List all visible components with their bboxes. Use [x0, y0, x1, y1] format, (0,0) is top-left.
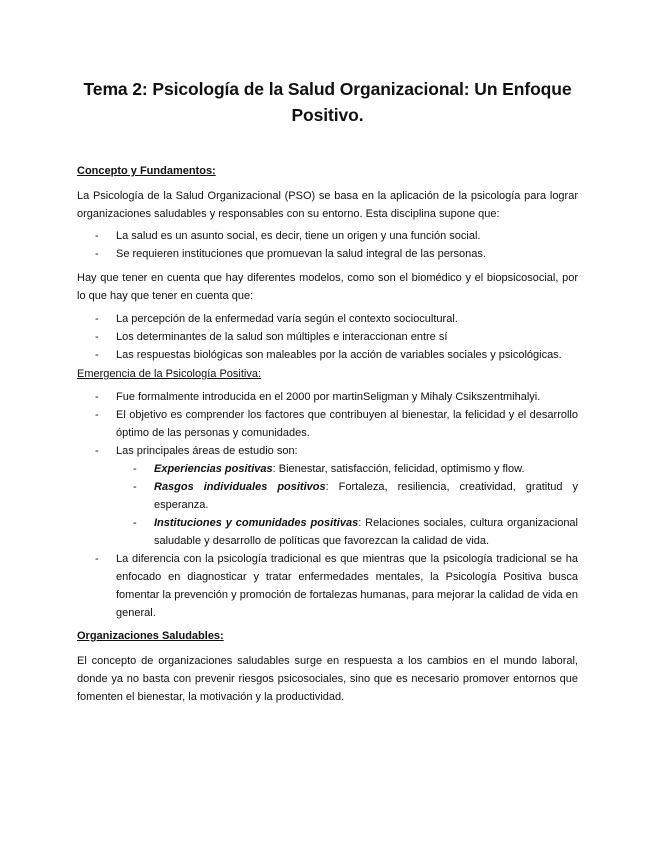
list-item: - El objetivo es comprender los factores que contribuyen al bienestar, la felicidad y el desarrollo óptimo de las personas y comunidades.	[77, 406, 578, 442]
document-page	[77, 76, 578, 706]
section-heading-organizaciones: Organizaciones Saludables:	[77, 630, 224, 642]
bullet-dash: -	[95, 313, 99, 325]
list-item: - Se requieren instituciones que promuevan la salud integral de las personas.	[77, 245, 578, 263]
bullet-dash: -	[133, 463, 137, 475]
title-line-2: Positivo.	[291, 105, 364, 125]
list-item: - Los determinantes de la salud son múltiples e interaccionan entre sí	[77, 328, 578, 346]
section-heading-concepto: Concepto y Fundamentos:	[77, 165, 216, 177]
bullet-dash: -	[133, 481, 137, 493]
list-item: - La diferencia con la psicología tradicional es que mientras que la psicología tradicional se ha enfocado en diagnosticar y tratar enfermedades mentales, la Psicología Positiva busca fomentar la prevención y promoción de fortalezas humanas, para mejorar la calidad de vida en general.	[77, 550, 578, 622]
area-term: Instituciones y comunidades positivas	[154, 517, 359, 529]
bullet-dash: -	[95, 553, 99, 565]
bullet-dash: -	[95, 349, 99, 361]
bullet-dash: -	[95, 248, 99, 260]
bullet-dash: -	[95, 391, 99, 403]
title-line-1: Tema 2: Psicología de la Salud Organizacional: Un Enfoque	[83, 79, 572, 99]
concepto-models-paragraph: Hay que tener en cuenta que hay diferentes modelos, como son el biomédico y el biopsicosocial, por lo que hay que tener en cuenta que:	[77, 272, 578, 302]
bullet-dash: -	[133, 517, 137, 529]
area-term: Experiencias positivas	[154, 463, 273, 475]
list-item: - La salud es un asunto social, es decir, tiene un origen y una función social.	[77, 227, 578, 245]
organizaciones-paragraph: El concepto de organizaciones saludables surge en respuesta a los cambios en el mundo laboral, donde ya no basta con prevenir riesgos psicosociales, sino que es necesario promover entornos que fomenten el bienestar, la motivación y la productividad.	[77, 655, 578, 703]
bullet-dash: -	[95, 409, 99, 421]
list-item: - Las principales áreas de estudio son: - Experiencias positivas: Bienestar, satisfacción, felicidad, optimismo y flow. - Rasgos individuales positivos: Fortaleza, resiliencia, creatividad, gratitud y esperanza. - Instituciones y comunidades positivas: Relaciones sociales, cultura organizacional saludable y desarrollo de políticas que favorezcan la calidad de vida.	[77, 442, 578, 550]
concepto-intro-paragraph: La Psicología de la Salud Organizacional (PSO) se basa en la aplicación de la psicología para lograr organizaciones saludables y responsables con su entorno. Esta disciplina supone que:	[77, 190, 578, 220]
bullet-dash: -	[95, 445, 99, 457]
document-title	[77, 76, 578, 128]
list-item: - Las respuestas biológicas son maleables por la acción de variables sociales y psicológicas.	[77, 346, 578, 364]
section-heading-emergencia: Emergencia de la Psicología Positiva:	[77, 368, 262, 380]
concepto-bullet-list	[77, 227, 578, 263]
areas-sub-list	[116, 460, 578, 550]
bullet-dash: -	[95, 331, 99, 343]
bullet-dash: -	[95, 230, 99, 242]
list-item: - Fue formalmente introducida en el 2000 por martinSeligman y Mihaly Csikszentmihalyi.	[77, 388, 578, 406]
list-item: - Rasgos individuales positivos: Fortaleza, resiliencia, creatividad, gratitud y esperanza.	[116, 478, 578, 514]
area-term: Rasgos individuales positivos	[154, 481, 326, 493]
list-item: - Experiencias positivas: Bienestar, satisfacción, felicidad, optimismo y flow.	[116, 460, 578, 478]
emergencia-bullet-list	[77, 388, 578, 622]
concepto-models-bullet-list	[77, 310, 578, 364]
list-item: - La percepción de la enfermedad varía según el contexto sociocultural.	[77, 310, 578, 328]
list-item: - Instituciones y comunidades positivas: Relaciones sociales, cultura organizacional saludable y desarrollo de políticas que favorezcan la calidad de vida.	[116, 514, 578, 550]
